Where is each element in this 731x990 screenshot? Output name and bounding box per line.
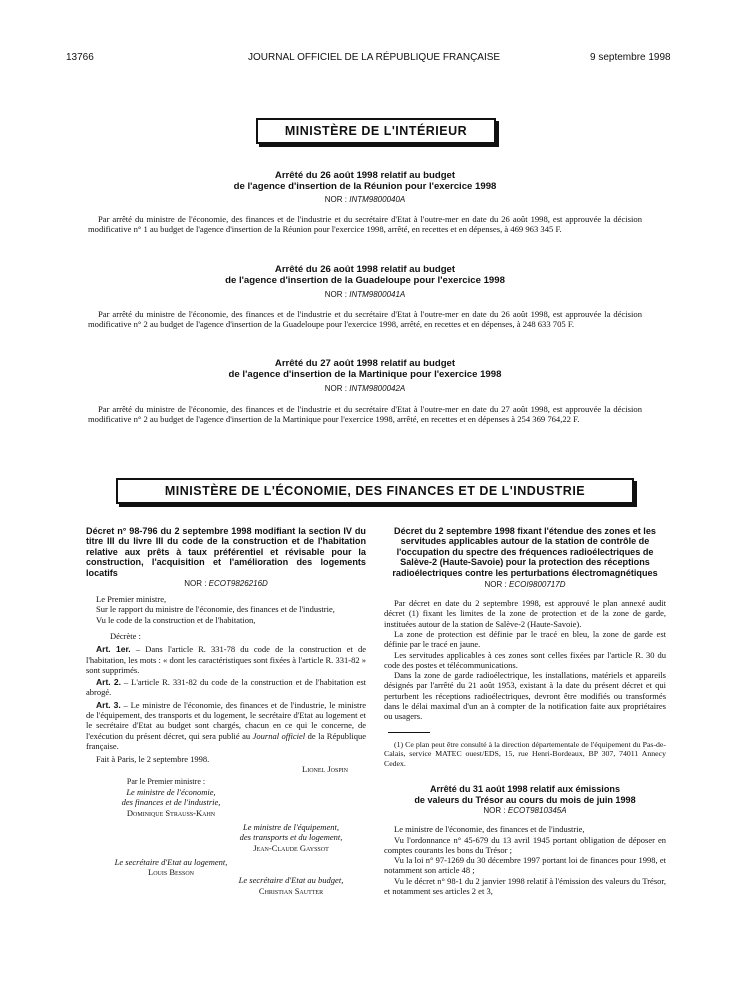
min-equip-line1: Le ministre de l'équipement, [243,821,339,832]
arrete-reunion-title-line2: de l'agence d'insertion de la Réunion pour l'exercice 1998 [233,181,497,192]
left-column [86,526,366,896]
section-title-interieur-text: MINISTÈRE DE L'INTÉRIEUR [284,124,468,138]
article-3-text-a: – Le ministre de l'économie, des finances et de l'industrie, le ministre de l'équipement, des transports et du logement, le secrétaire d'Etat au logement et le secrétaire d'Etat au budget sont chargés, chacun en ce qui le concerne, de l'exécution du présent décret, qui sera publié au [86,699,367,741]
saleve-p3: Les servitudes applicables à ces zones sont celles fixées par l'article R. 30 du code des postes et télécommunications. [384,649,666,670]
se-log-line1: Le secrétaire d'Etat au logement, [114,856,228,867]
nor-label: NOR : [324,290,347,299]
decrete-label: Décrète : [110,630,141,641]
article-2-label: Art. 2. [96,677,121,688]
signature-premier-ministre: Lionel Jospin [302,764,348,775]
signature-block-logement [86,857,256,878]
visa-rapport: Sur le rapport du ministre de l'économie, des finances et de l'industrie, [96,604,335,615]
arrete-martinique-title-line2: de l'agence d'insertion de la Martinique pour l'exercice 1998 [228,369,502,380]
section-title-economie-text: MINISTÈRE DE L'ÉCONOMIE, DES FINANCES ET DE L'INDUSTRIE [164,484,586,498]
nor-code: ECOT9826216D [208,579,268,589]
arrete-tresor-nor [384,806,666,816]
visa-premier-ministre: Le Premier ministre, [96,594,167,605]
saleve-footnote: (1) Ce plan peut être consulté à la direction départementale de l'équipement du Pas-de-Calais, service MATEC ouest/EDS, 15, rue Henri-Bordeaux, BP 307, 74011 Annecy Cedex. [384,739,666,768]
nor-label: NOR : [184,579,207,589]
min-eco-name: Dominique Strauss-Kahn [126,807,216,818]
arrete-guadeloupe-title-line2: de l'agence d'insertion de la Guadeloupe pour l'exercice 1998 [225,275,505,286]
tresor-visa-3: Vu la loi n° 97-1269 du 30 décembre 1997 portant loi de finances pour 1998, et notamment son article 48 ; [384,855,666,876]
article-3-text-b: de la République française. [86,730,366,751]
nor-code: ECOT9810345A [507,806,567,816]
visa-code: Vu le code de la construction et de l'habitation, [96,614,256,625]
min-equip-name: Jean-Claude Gayssot [253,842,329,853]
min-eco-line2: des finances et de l'industrie, [121,797,221,808]
min-equip-line2: des transports et du logement, [239,832,343,843]
se-budget-line1: Le secrétaire d'Etat au budget, [238,875,344,886]
tresor-visa-2: Vu l'ordonnance n° 45-679 du 13 avril 1945 portant obligation de déposer en comptes courants les bons du Trésor ; [384,834,666,855]
nor-label: NOR : [324,195,347,204]
nor-label: NOR : [484,580,507,590]
signature-block-economie [86,787,256,818]
min-eco-line1: Le ministre de l'économie, [126,787,216,798]
saleve-p4: Dans la zone de garde radioélectrique, les installations, matériels et appareils désignés par l'arrêté du 21 août 1953, existant à la date du présent décret et qui perturbent les réceptions radioélectriques, devront être modifiés ou transformés dans le délai maximal d'un an à compter de la notification faite aux propriétaires ou usagers. [384,670,666,722]
par-premier-ministre: Par le Premier ministre : [126,776,206,786]
arrete-guadeloupe-title-line1: Arrêté du 26 août 1998 relatif au budget [274,264,456,275]
saleve-p2: La zone de protection est définie par le tracé en bleu, la zone de garde est définie par le tracé en jaune. [384,628,666,650]
nor-label: NOR : [483,806,506,816]
arrete-martinique-title [90,358,640,380]
nor-code: INTM9800042A [349,384,406,393]
arrete-reunion-title-line1: Arrêté du 26 août 1998 relatif au budget [274,170,456,181]
tresor-visa-4: Vu le décret n° 98-1 du 2 janvier 1998 relatif à l'émission des valeurs du Trésor, et notamment ses articles 2 et 3, [384,875,666,897]
arrete-guadeloupe-title [90,264,640,286]
arrete-martinique-body: Par arrêté du ministre de l'économie, des finances et de l'industrie et du secrétaire d'Etat à l'outre-mer en date du 27 août 1998, est approuvée la décision modificative n° 2 au budget de l'agence d'insertion de la Martinique pour l'exercice 1998, arrêté, en recettes et en dépenses à 254 369 764,22 F. [88,404,642,425]
article-3-label: Art. 3. [96,699,121,710]
se-log-name: Louis Besson [148,867,194,878]
nor-code: INTM9800040A [349,195,406,204]
article-1 [86,644,366,675]
footnote-divider [388,732,430,733]
arrete-tresor-title-line1: Arrêté du 31 août 1998 relatif aux émissions [429,784,621,795]
fait-a-paris: Fait à Paris, le 2 septembre 1998. [96,754,210,765]
article-1-label: Art. 1er. [96,644,131,655]
right-column [384,526,666,896]
decret-98-796-title: Décret n° 98-796 du 2 septembre 1998 modifiant la section IV du titre III du livre III du code de la construction et de l'habitation relative aux prêts à taux préférentiel et révisable pour la construction, l'acquisition et l'amélioration des logements locatifs [86,526,366,578]
arrete-tresor-title-line2: de valeurs du Trésor au cours du mois de juin 1998 [414,794,636,805]
article-2 [86,677,366,698]
article-1-text: – Dans l'article R. 331-78 du code de la construction et de l'habitation, les mots : « dont les caractéristiques sont fixées à l'article R. 331-82 » sont supprimés. [86,644,367,675]
se-budget-name: Christian Sautter [258,885,324,896]
tresor-visa-1: Le ministre de l'économie, des finances et de l'industrie, [394,824,585,835]
decret-saleve-title: Décret du 2 septembre 1998 fixant l'étendue des zones et les servitudes applicables autour de la station de contrôle de l'occupation du spectre des fréquences radioélectriques de Salève-2 (Haute-Savoie) pour la protection des réceptions radioélectriques contre les perturbations électromagnétiques [392,526,658,578]
arrete-reunion-body: Par arrêté du ministre de l'économie, des finances et de l'industrie et du secrétaire d'Etat à l'outre-mer en date du 26 août 1998, est approuvée la décision modificative n° 1 au budget de l'agence d'insertion de la Réunion pour l'exercice 1998, arrêté, en recettes et en dépenses, à 469 963 345 F. [88,214,642,235]
saleve-p1: Par décret en date du 2 septembre 1998, est approuvé le plan annexé audit décret (1) fixant les limites de la zone de protection et de la zone de garde, instituées autour de la station de Salève-2 (Haute-Savoie). [384,598,666,629]
journal-title: JOURNAL OFFICIEL DE LA RÉPUBLIQUE FRANÇAISE [248,52,501,63]
nor-code: INTM9800041A [349,290,406,299]
arrete-guadeloupe-body: Par arrêté du ministre de l'économie, des finances et de l'industrie et du secrétaire d'Etat à l'outre-mer en date du 26 août 1998, est approuvée la décision modificative n° 2 au budget de l'agence d'insertion de la Guadeloupe pour l'exercice 1998, arrêté, en recettes et en dépenses, à 248 633 705 F. [88,309,642,330]
arrete-martinique-nor [90,384,640,394]
section-title-interieur [256,118,496,144]
section-title-economie [116,478,634,504]
arrete-reunion-title [90,170,640,192]
decret-98-796-nor [86,579,366,589]
issue-date: 9 septembre 1998 [590,52,671,63]
decret-saleve-nor [384,580,666,590]
arrete-tresor-title [384,784,666,805]
page-number: 13766 [66,52,94,63]
journal-officiel-ref: Journal officiel [252,730,306,741]
nor-code: ECOI9800717D [508,580,566,590]
arrete-guadeloupe-nor [90,290,640,300]
article-3 [86,700,366,751]
article-2-text: – L'article R. 331-82 du code de la construction et de l'habitation est abrogé. [86,677,366,698]
nor-label: NOR : [324,384,347,393]
arrete-reunion-nor [90,195,640,205]
signature-block-equipement [216,822,366,853]
arrete-martinique-title-line1: Arrêté du 27 août 1998 relatif au budget [274,358,456,369]
signature-block-budget [216,875,366,896]
